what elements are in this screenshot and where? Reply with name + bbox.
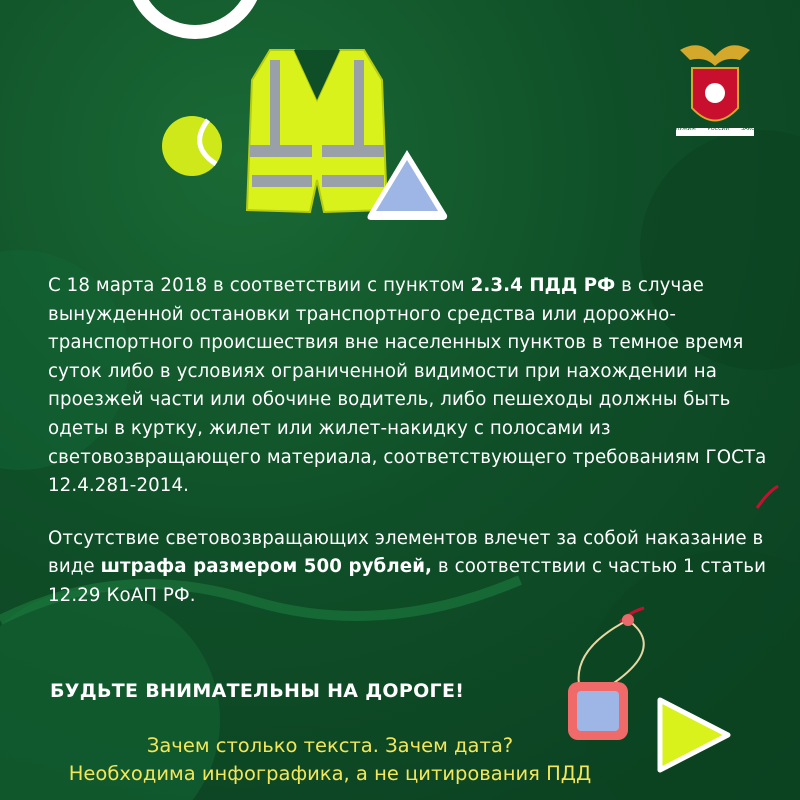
emblem-motto-left: СЛУЖИМ [672,126,696,132]
emblem-motto-right: ЗАКОНУ [741,126,762,132]
paragraph1-bold: 2.3.4 ПДД РФ [470,275,616,296]
slogan: БУДЬТЕ ВНИМАТЕЛЬНЫ НА ДОРОГЕ! [50,680,465,702]
note-line-1: Зачем столько текста. Зачем дата? [146,734,514,757]
paragraph2-part1: Отсутствие световозвращающих элементов влечет за собой наказание в виде [48,527,764,578]
paragraph1-part1: С 18 марта 2018 в соответствии с пунктом [48,275,471,296]
red-check-mark-1 [757,486,778,508]
green-reflector-triangle-icon [650,690,740,780]
paragraph2-part2: в соответствии с частью 1 статьи 12.29 КоАП РФ. [48,556,767,606]
note-line-2: Необходима инфографика, а не цитирования ПДД [68,762,592,785]
emblem-motto-mid: РОССИИ [707,126,730,132]
paragraph1-part2: в случае вынужденной остановки транспортного средства или дорожно-транспортного происшествия вне населенных пунктов в темное время суток либо в условиях ограниченной видимости при нахождении на проезжей части или обочине водитель, либо пешеходы должны быть одеты в куртку, жилет или жилет-накидку с полосами из световозвращающего материала, соответствующего требованиям ГОСТа 12.4.281-2014. [48,275,767,497]
paragraph2-bold: штрафа размером 500 рублей, [100,556,433,578]
yellow-comment-note [0,732,660,788]
